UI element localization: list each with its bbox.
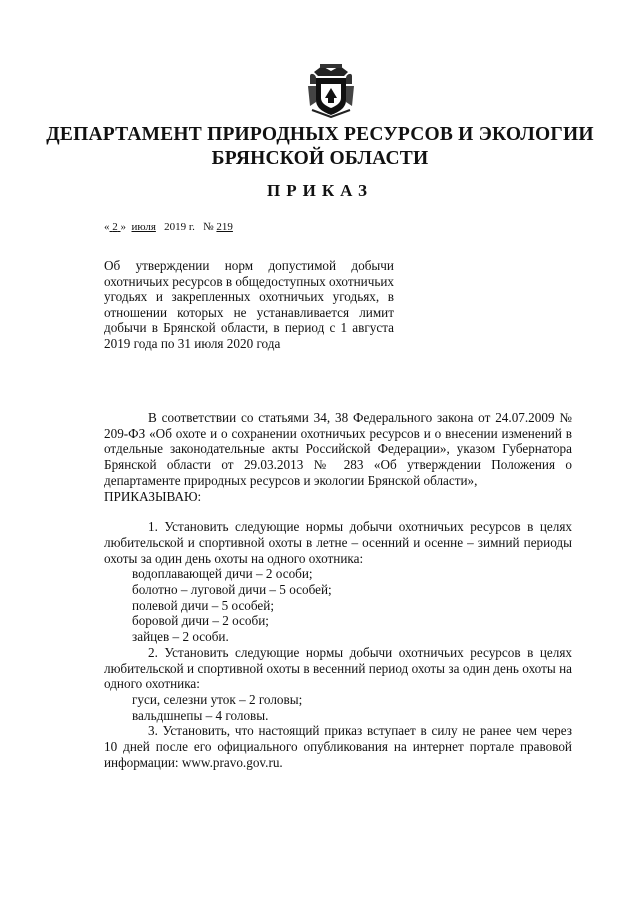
- preamble-paragraph: В соответствии со статьями 34, 38 Федерального закона от 24.07.2009 № 209-ФЗ «Об охоте и о сохранении охотничьих ресурсов и о внесении изменений в отдельные законодательные акты Российской Федерации», указом Губернатора Брянской области от 29.03.2013 № 283 «Об утверждении Положения о департаменте природных ресурсов и экологии Брянской области»,: [104, 410, 572, 488]
- order-number: 219: [216, 221, 233, 233]
- paragraph-3: 3. Установить, что настоящий приказ вступает в силу не ранее чем через 10 дней после его официального опубликования на интернет портале правовой информации: www.pravo.gov.ru.: [104, 723, 572, 770]
- quote-close: »: [120, 221, 126, 233]
- number-label: №: [203, 221, 214, 233]
- order-body: [104, 410, 572, 770]
- bryansk-coat-of-arms-icon: [306, 62, 356, 118]
- list-item: гуси, селезни уток – 2 головы;: [132, 691, 303, 707]
- paragraph-1: 1. Установить следующие нормы добычи охотничьих ресурсов в целях любительской и спортивной охоты в летне – осенний и осенне – зимний периоды охоты за один день охоты на одного охотника:: [104, 519, 572, 566]
- quote-open: «: [104, 221, 110, 233]
- order-month: июля: [131, 221, 156, 233]
- list-item: полевой дичи – 5 особей;: [132, 597, 275, 613]
- order-word: ПРИКАЗЫВАЮ:: [104, 488, 202, 504]
- order-subject: Об утверждении норм допустимой добычи охотничьих ресурсов в общедоступных охотничьих угодьях и закрепленных охотничьих угодьях, в отношении которых не устанавливается лимит добычи в Брянской области, в период с 1 августа 2019 года по 31 июля 2020 года: [104, 258, 395, 351]
- department-header: [0, 123, 640, 171]
- list-item: болотно – луговой дичи – 5 особей;: [132, 582, 332, 598]
- list-item: боровой дичи – 2 особи;: [132, 613, 269, 629]
- paragraph-2: 2. Установить следующие нормы добычи охотничьих ресурсов в целях любительской и спортивной охоты в весенний период охоты за один день охоты на одного охотника:: [104, 644, 572, 692]
- list-item: зайцев – 2 особи.: [132, 629, 229, 645]
- document-type: ПРИКАЗ: [267, 181, 373, 200]
- header-line-2: БРЯНСКОЙ ОБЛАСТИ: [211, 148, 429, 169]
- header-line-1: ДЕПАРТАМЕНТ ПРИРОДНЫХ РЕСУРСОВ И ЭКОЛОГИИ: [46, 124, 594, 145]
- order-day: 2: [112, 221, 118, 233]
- list-item: вальдшнепы – 4 головы.: [132, 707, 269, 723]
- list-item: водоплавающей дичи – 2 особи;: [132, 566, 313, 582]
- order-year: 2019 г.: [164, 221, 195, 233]
- order-date-number: [104, 221, 233, 233]
